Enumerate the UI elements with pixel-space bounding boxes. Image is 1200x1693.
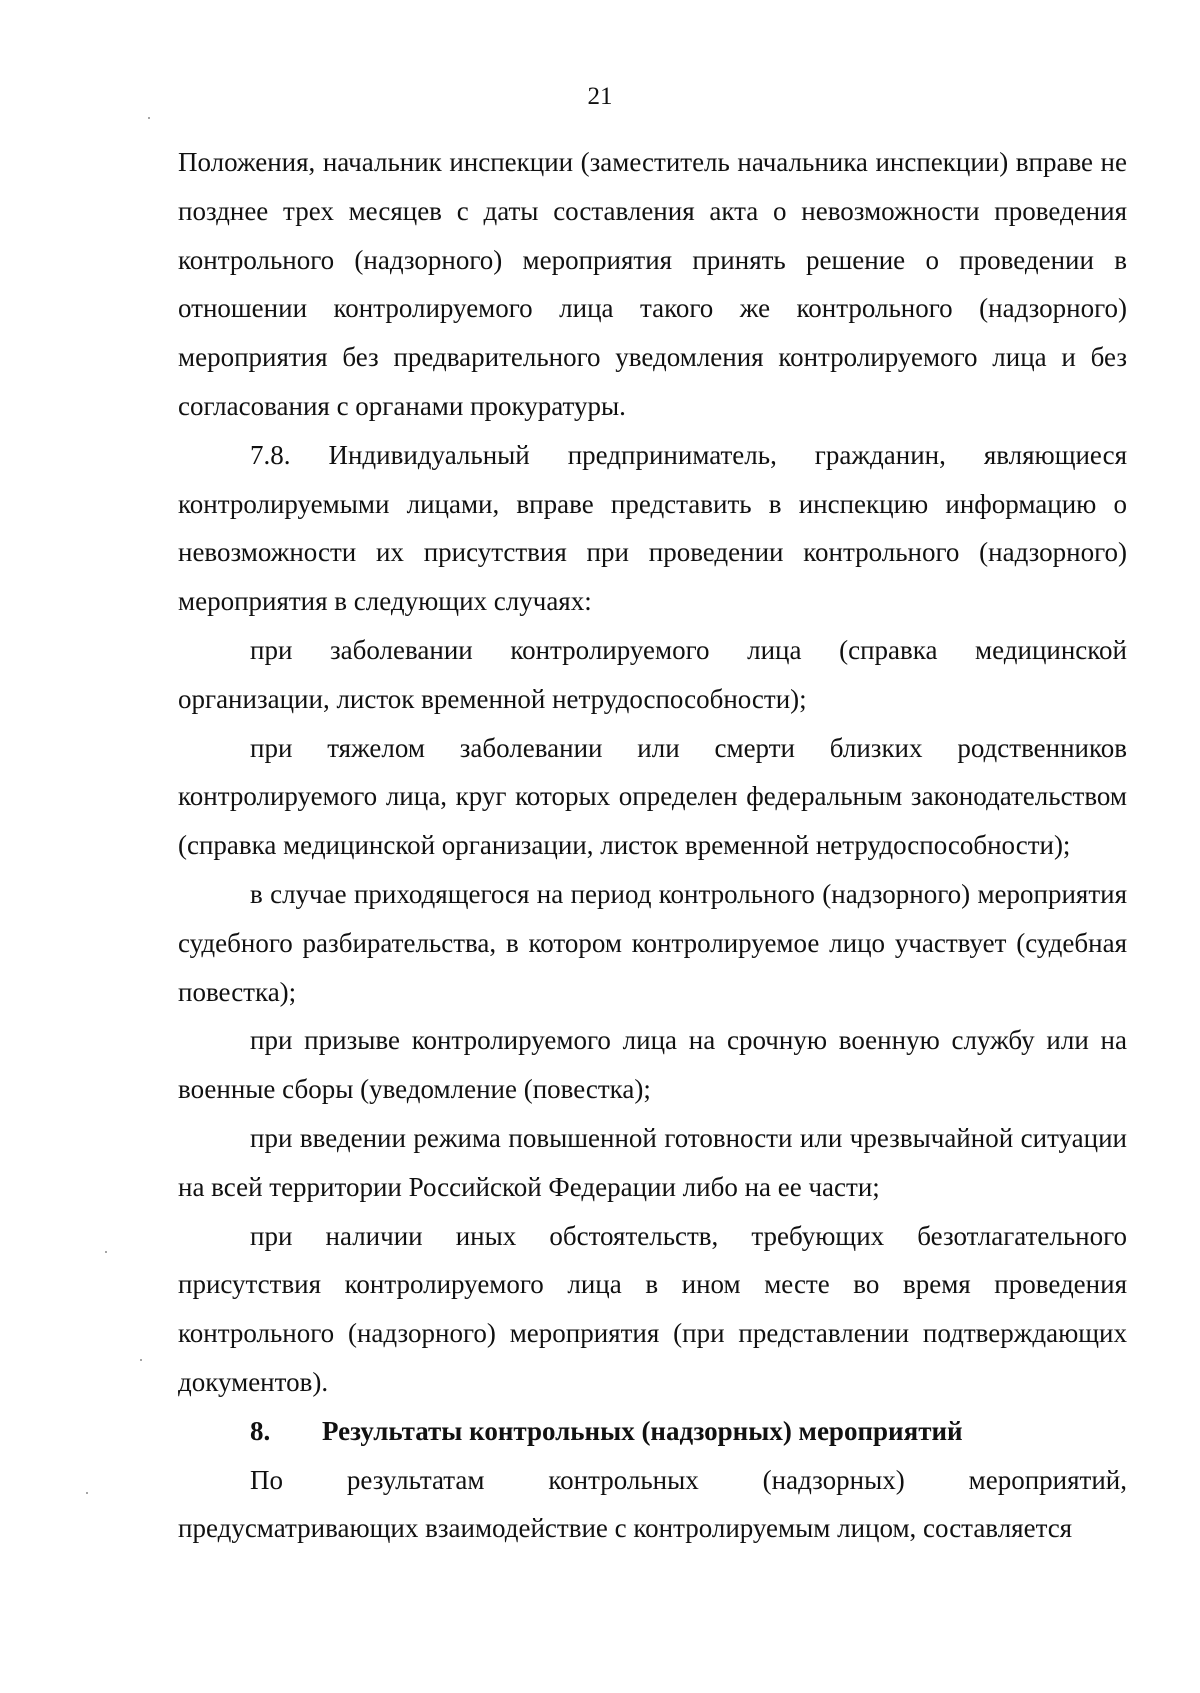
list-item-military: при призыве контролируемого лица на срочную военную службу или на военные сборы (уведомление (повестка); [178, 1025, 1127, 1105]
page-number: 21 [587, 83, 613, 110]
scan-speck [140, 1359, 142, 1361]
list-item-emergency: при введении режима повышенной готовности или чрезвычайной ситуации на всей территории Российской Федерации либо на ее части; [178, 1122, 1127, 1202]
paragraph-7-8: 7.8. Индивидуальный предприниматель, гражданин, являющиеся контролируемыми лицами, вправе представить в инспекцию информацию о невозможности их присутствия при проведении контрольного (надзорного) мероприятия в следующих случаях: [178, 439, 1127, 617]
list-item-illness: при заболевании контролируемого лица (справка медицинской организации, листок временной нетрудоспособности); [178, 634, 1127, 714]
scan-speck [105, 1251, 107, 1253]
paragraph-continuation: Положения, начальник инспекции (заместитель начальника инспекции) вправе не позднее трех месяцев с даты составления акта о невозможности проведения контрольного (надзорного) мероприятия принять решение о проведении в отношении контролируемого лица такого же контрольного (надзорного) мероприятия без предварительного уведомления контролируемого лица и без согласования с органами прокуратуры. [178, 147, 1127, 421]
section-title: Результаты контрольных (надзорных) мероприятий [322, 1415, 963, 1446]
section-number: 8. [250, 1415, 271, 1446]
paragraph-results: По результатам контрольных (надзорных) мероприятий, предусматривающих взаимодействие с контролируемым лицом, составляется [178, 1464, 1127, 1544]
scan-speck [148, 117, 150, 119]
scan-speck [86, 1492, 88, 1494]
list-item-other: при наличии иных обстоятельств, требующих безотлагательного присутствия контролируемого лица в ином месте во время проведения контрольного (надзорного) мероприятия (при представлении подтверждающих документов). [178, 1220, 1127, 1397]
list-item-relatives: при тяжелом заболевании или смерти близких родственников контролируемого лица, круг которых определен федеральным законодательством (справка медицинской организации, листок временной нетрудоспособности); [178, 732, 1127, 861]
document-body [178, 138, 1127, 1553]
section-heading [178, 1407, 1127, 1456]
list-item-court: в случае приходящегося на период контрольного (надзорного) мероприятия судебного разбирательства, в котором контролируемое лицо участвует (судебная повестка); [178, 878, 1127, 1007]
